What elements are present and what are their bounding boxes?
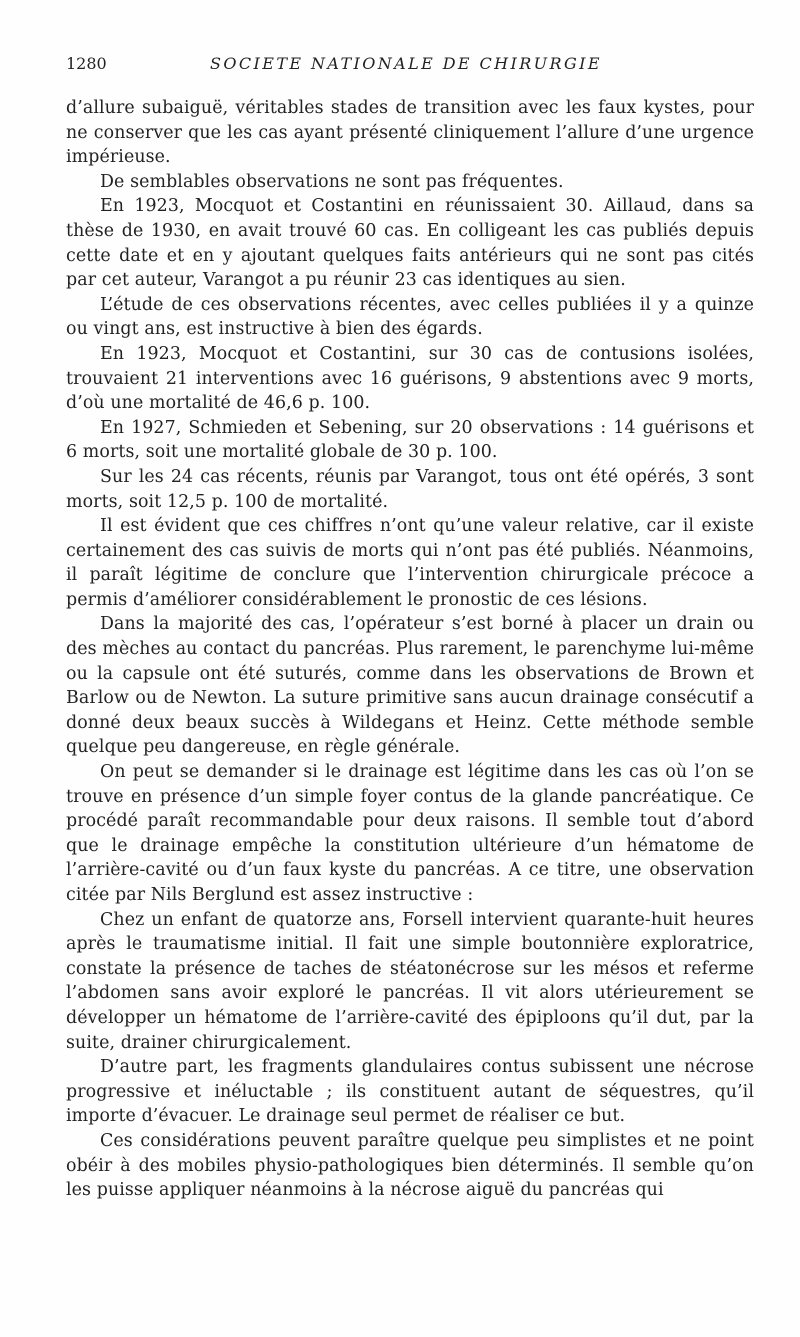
paragraph: L’étude de ces observations récentes, avec celles publiées il y a quinze ou vingt ans, est instructive à bien des égards.	[66, 294, 754, 340]
paragraph: On peut se demander si le drainage est légitime dans les cas où l’on se trouve en présence d’un simple foyer contus de la glande pancréatique. Ce procédé paraît recommandable pour deux raisons. Il semble tout d’abord que le drainage empêche la constitution ultérieure d’un hématome de l’arrière-cavité ou d’un faux kyste du pancréas. A ce titre, une observation citée par Nils Berglund est assez instructive :	[66, 762, 754, 905]
paragraph: Sur les 24 cas récents, réunis par Varangot, tous ont été opérés, 3 sont morts, soit 12,5 p. 100 de mortalité.	[66, 466, 754, 512]
running-head	[66, 52, 746, 76]
paragraph: Il est évident que ces chiffres n’ont qu’une valeur relative, car il existe certainement des cas suivis de morts qui n’ont pas été publiés. Néanmoins, il paraît légitime de conclure que l’intervention chirurgicale précoce a permis d’améliorer considérablement le pronostic de ces lésions.	[66, 516, 754, 610]
paragraph: En 1923, Mocquot et Costantini en réunissaient 30. Aillaud, dans sa thèse de 1930, en avait trouvé 60 cas. En colligeant les cas publiés depuis cette date et en y ajoutant quelques faits antérieurs qui ne sont pas cités par cet auteur, Varangot a pu réunir 23 cas identiques au sien.	[66, 196, 754, 291]
page-number: 1280	[66, 54, 107, 73]
paragraph-continuation: d’allure subaiguë, véritables stades de transition avec les faux kystes, pour ne conserver que les cas ayant présenté cliniquement l’allure d’une urgence impérieuse.	[66, 98, 754, 168]
paragraph: Chez un enfant de quatorze ans, Forsell intervient quarante-huit heures après le traumatisme initial. Il fait une simple boutonnière exploratrice, constate la présence de taches de stéatonécrose sur les mésos et referme l’abdomen sans avoir exploré le pancréas. Il vit alors utérieurement se développer un hématome de l’arrière-cavité des épiploons qu’il dut, par la suite, drainer chirurgicalement.	[66, 909, 754, 1053]
journal-title: SOCIETE NATIONALE DE CHIRURGIE	[210, 54, 602, 73]
body-text	[66, 96, 754, 1203]
paragraph: En 1923, Mocquot et Costantini, sur 30 cas de contusions isolées, trouvaient 21 interventions avec 16 guérisons, 9 abstentions avec 9 morts, d’où une mortalité de 46,6 p. 100.	[66, 343, 754, 414]
paragraph: D’autre part, les fragments glandulaires contus subissent une nécrose progressive et inéluctable ; ils constituent autant de séquestres, qu’il importe d’évacuer. Le drainage seul permet de réaliser ce but.	[66, 1057, 754, 1127]
paragraph: De semblables observations ne sont pas fréquentes.	[100, 171, 564, 192]
paragraph: En 1927, Schmieden et Sebening, sur 20 observations : 14 guérisons et 6 morts, soit une mortalité globale de 30 p. 100.	[66, 417, 754, 463]
paragraph: Ces considérations peuvent paraître quelque peu simplistes et ne point obéir à des mobiles physio-pathologiques bien déterminés. Il semble qu’on les puisse appliquer néanmoins à la nécrose aiguë du pancréas qui	[66, 1130, 754, 1201]
paragraph: Dans la majorité des cas, l’opérateur s’est borné à placer un drain ou des mèches au contact du pancréas. Plus rarement, le parenchyme lui-même ou la capsule ont été suturés, comme dans les observations de Brown et Barlow ou de Newton. La suture primitive sans aucun drainage consécutif a donné deux beaux succès à Wildegans et Heinz. Cette méthode semble quelque peu dangereuse, en règle générale.	[66, 614, 754, 758]
